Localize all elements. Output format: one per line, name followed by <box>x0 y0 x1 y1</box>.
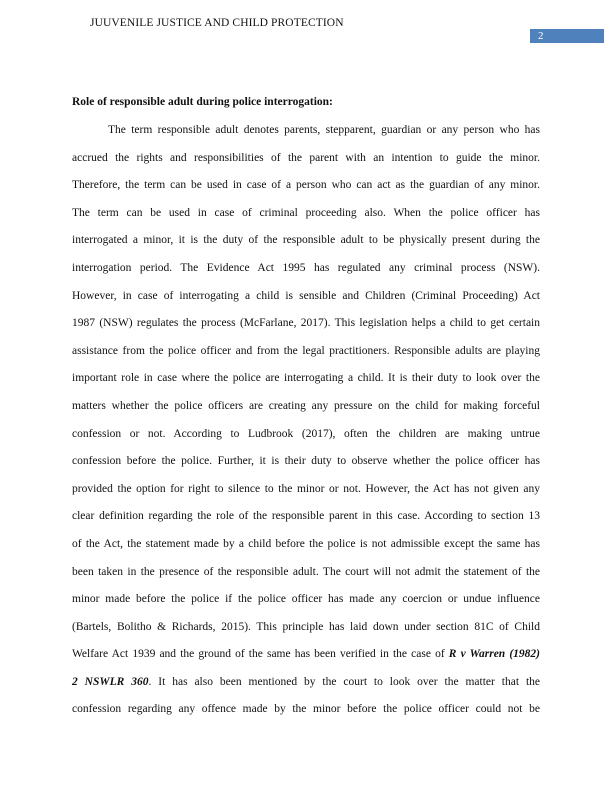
paragraph-line: The term responsible adult denotes parents, stepparent, guardian or any person who has <box>108 124 540 136</box>
paragraph-line-citation <box>72 641 540 669</box>
section-heading: Role of responsible adult during police interrogation: <box>72 96 333 108</box>
paragraph-line: confession before the police. Further, it is their duty to observe whether the police officer has <box>72 455 540 468</box>
paragraph-line: confession or not. According to Ludbrook (2017), often the children are making untrue <box>72 427 540 440</box>
paragraph-line: interrogation period. The Evidence Act 1995 has regulated any criminal process (NSW). <box>72 261 540 274</box>
line-text: . It has also been mentioned by the court to look over the matter that the <box>148 675 540 688</box>
paragraph-line: However, in case of interrogating a child is sensible and Children (Criminal Proceeding) Act <box>72 289 540 302</box>
paragraph-line: minor made before the police if the police officer has made any coercion or undue influence <box>72 593 540 606</box>
paragraph-line-citation <box>72 669 540 697</box>
paragraph-line: 1987 (NSW) regulates the process (McFarlane, 2017). This legislation helps a child to get certain <box>72 317 540 330</box>
case-citation: R v Warren (1982) <box>448 648 540 661</box>
paragraph-line: assistance from the police officer and from the legal practitioners. Responsible adults are playing <box>72 344 540 357</box>
paragraph-line: important role in case where the police are interrogating a child. It is their duty to look over the <box>72 372 540 385</box>
case-citation: 2 NSWLR 360 <box>72 675 149 688</box>
line-text: Welfare Act 1939 and the ground of the same has been verified in the case of <box>72 648 445 661</box>
paragraph-line: of the Act, the statement made by a child before the police is not admissible except the same has <box>72 537 540 550</box>
paragraph-line: matters whether the police officers are creating any pressure on the child for making forceful <box>72 399 540 412</box>
page-number-box <box>530 29 604 43</box>
paragraph-line: clear definition regarding the role of the responsible parent in this case. According to section 13 <box>72 510 540 523</box>
paragraph-line: Therefore, the term can be used in case of a person who can act as the guardian of any minor. <box>72 179 540 192</box>
paragraph-line: interrogated a minor, it is the duty of the responsible adult to be physically present during the <box>72 234 540 247</box>
paragraph-line: been taken in the presence of the responsible adult. The court will not admit the statement of the <box>72 565 540 578</box>
paragraph-line: provided the option for right to silence to the minor or not. However, the Act has not given any <box>72 482 540 495</box>
paragraph-line: accrued the rights and responsibilities of the parent with an intention to guide the minor. <box>72 151 540 164</box>
paragraph-line: confession regarding any offence made by the minor before the police officer could not be <box>72 703 540 716</box>
body-paragraph <box>72 117 540 724</box>
page-number: 2 <box>538 30 544 42</box>
paragraph-line: The term can be used in case of criminal proceeding also. When the police officer has <box>72 206 540 219</box>
paragraph-line: (Bartels, Bolitho & Richards, 2015). This principle has laid down under section 81C of Child <box>72 620 540 633</box>
running-head: JUUVENILE JUSTICE AND CHILD PROTECTION <box>90 17 344 29</box>
